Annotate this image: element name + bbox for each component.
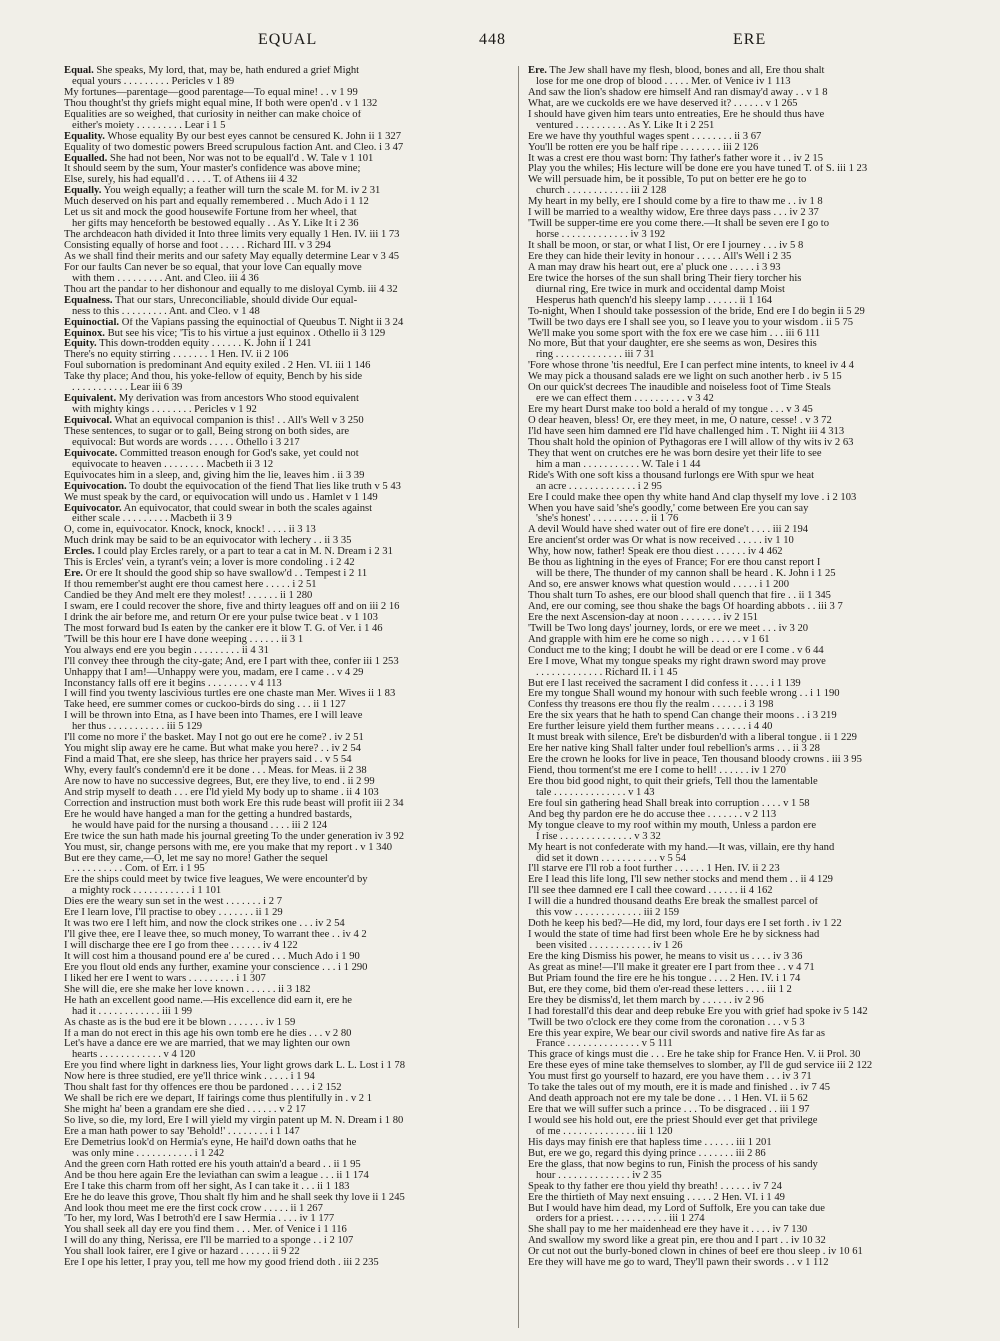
headword: Equivocator.	[64, 503, 122, 514]
concordance-line: 'she's honest' . . . . . . . . . . . ii 1 76	[536, 514, 679, 525]
concordance-line: Are now to have no successive degrees, But, ere they live, to end . ii 2 99	[64, 776, 375, 787]
concordance-line: hearts . . . . . . . . . . . . v 4 120	[72, 1050, 196, 1061]
concordance-line: I will be married to a wealthy widow, Ere three days pass . . . iv 2 37	[528, 208, 819, 219]
concordance-line: him a man . . . . . . . . . . . W. Tale i 1 44	[536, 459, 701, 470]
concordance-line: 'To her, my lord, Was I betroth'd ere I saw Hermia . . . . iv 1 177	[64, 1214, 335, 1225]
concordance-line: he would have paid for the nursing a thousand . . . . iii 2 124	[72, 820, 328, 831]
concordance-line: I'll starve ere I'll rob a foot further . . . . . . 1 Hen. IV. ii 2 23	[528, 864, 780, 875]
concordance-line: Ere this year expire, We bear our civil swords and native fire As far as	[528, 1028, 825, 1039]
concordance-line: Ere. The Jew shall have my flesh, blood, bones and all, Ere thou shalt	[528, 66, 825, 76]
concordance-line: Equality of two domestic powers Breed scrupulous faction Ant. and Cleo. i 3 47	[64, 142, 404, 153]
concordance-line: And so, ere answer knows what question would . . . . . i 1 200	[528, 580, 789, 591]
concordance-line: Thou shalt turn To ashes, ere our blood shall quench that fire . . ii 1 345	[528, 591, 831, 601]
concordance-line: Why, every fault's condemn'd ere it be done . . . Meas. for Meas. ii 2 38	[64, 766, 367, 776]
concordance-line: Thou shalt hold the opinion of Pythagoras ere I will allow of thy wits iv 2 63	[528, 437, 854, 448]
concordance-line: It should seem by the sum, Your master's confidence was above mine;	[64, 164, 361, 175]
headword: Equinox.	[64, 328, 105, 339]
concordance-line: Be thou as lightning in the eyes of France; For ere thou canst report I	[528, 558, 821, 569]
concordance-line: I rise . . . . . . . . . . . . . . v 3 32	[536, 831, 661, 842]
headword: Ere.	[528, 66, 547, 76]
headword: Equivocate.	[64, 448, 118, 459]
concordance-line: this vow . . . . . . . . . . . . . iii 2 159	[536, 908, 680, 919]
concordance-line: Equinoctial. Of the Vapians passing the equinoctial of Queubus T. Night ii 3 24	[64, 317, 404, 328]
headword: Equally.	[64, 186, 102, 197]
concordance-line: There's no equity stirring . . . . . . . 1 Hen. IV. ii 2 106	[64, 350, 289, 361]
concordance-line: I will do any thing, Nerissa, ere I'll be married to a sponge . . i 2 107	[64, 1236, 354, 1247]
concordance-line: Ere her native king Shall falter under foul rebellion's arms . . . ii 3 28	[528, 744, 820, 755]
concordance-line: Take thy place; And thou, his yoke-fellow of equity, Bench by his side	[64, 372, 363, 383]
concordance-line: Unhappy that I am!—Unhappy were you, madam, ere I came . . v 4 29	[64, 667, 364, 678]
headword: Ercles.	[64, 547, 95, 558]
concordance-line: And, ere our coming, see thou shake the bags Of hoarding abbots . . iii 3 7	[528, 601, 843, 612]
concordance-line: her gifts may henceforth be bestowed equally . . As Y. Like It i 2 36	[72, 219, 359, 230]
concordance-line: Ere they be dismiss'd, let them march by . . . . . . iv 2 96	[528, 995, 764, 1006]
concordance-line: either's moiety . . . . . . . . . Lear i 1 5	[72, 120, 226, 131]
concordance-line: Speak to thy father ere thou yield thy breath! . . . . . . iv 7 24	[528, 1181, 782, 1192]
concordance-line: And the green corn Hath rotted ere his youth attain'd a beard . . ii 1 95	[64, 1159, 361, 1170]
concordance-line: As great as mine!—I'll make it greater ere I part from thee . . v 4 71	[528, 962, 815, 973]
concordance-line: had it . . . . . . . . . . . . iii 1 99	[72, 1006, 193, 1017]
concordance-line: Or cut not out the burly-boned clown in chines of beef ere thou sleep . iv 10 61	[528, 1247, 863, 1258]
concordance-line: A devil Would have shed water out of fire ere done't . . . . iii 2 194	[528, 525, 809, 536]
concordance-line: 'Twill be two o'clock ere they come from the coronation . . . v 5 3	[528, 1017, 805, 1028]
page-number: 448	[479, 31, 506, 48]
concordance-line: So live, so die, my lord, Ere I will yield my virgin patent up M. N. Dream i 1 80	[64, 1116, 404, 1126]
concordance-line: tale . . . . . . . . . . . . . . v 1 43	[536, 787, 655, 798]
concordance-line: Ere ancient'st order was Or what is now received . . . . . iv 1 10	[528, 536, 794, 547]
concordance-line: Ere further leisure yield them further means . . . . . . i 4 40	[528, 722, 773, 733]
concordance-line: I'll give thee, ere I leave thee, so much money, To warrant thee . . iv 4 2	[64, 930, 367, 941]
concordance-line: These sentences, to sugar or to gall, Being strong on both sides, are	[64, 426, 350, 437]
concordance-line: Ere these eyes of mine take themselves to slomber, ay I'll de gud service iii 2 122	[528, 1061, 873, 1072]
concordance-line: I liked her ere I went to wars . . . . . . . . . i 1 307	[64, 973, 266, 984]
concordance-line: Dies ere the weary sun set in the west . . . . . . . i 2 7	[64, 897, 283, 908]
concordance-line: Ere the ships could meet by twice five leagues, We were encounter'd by	[64, 875, 368, 886]
concordance-line: Equivocates him in a sleep, and, giving him the lie, leaves him . ii 3 39	[64, 470, 365, 481]
running-head-right: ERE	[733, 31, 767, 48]
concordance-line: You always end ere you begin . . . . . . . . . ii 4 31	[64, 645, 269, 656]
concordance-line: Ere the thirtieth of May next ensuing . . . . . 2 Hen. VI. i 1 49	[528, 1192, 785, 1203]
headword: Equalled.	[64, 153, 108, 164]
concordance-line: Equivalent. My derivation was from ancestors Who stood equivalent	[64, 394, 359, 405]
concordance-line: Much deserved on his part and equally remembered . . Much Ado i 1 12	[64, 197, 369, 208]
concordance-line: To-night, When I should take possession of the bride, End ere I do begin ii 5 29	[528, 306, 865, 317]
concordance-line: And death approach not ere my tale be done . . . 1 Hen. VI. ii 5 62	[528, 1094, 808, 1105]
concordance-line: He hath an excellent good name.—His excellence did earn it, ere he	[64, 995, 352, 1006]
concordance-line: Ere you find where light in darkness lies, Your light grows dark L. L. Lost i 1 78	[64, 1061, 406, 1072]
concordance-line: I will die a hundred thousand deaths Ere break the smallest parcel of	[528, 897, 819, 908]
concordance-line: But Priam found the fire ere he his tongue . . . . 2 Hen. IV. i 1 74	[528, 973, 801, 984]
concordance-line: Equality. Whose equality By our best eyes cannot be censured K. John ii 1 327	[64, 131, 401, 142]
concordance-line: His days may finish ere that hapless time . . . . . . iii 1 201	[528, 1137, 772, 1148]
right-column	[528, 66, 980, 1328]
concordance-line: 'Twill be two days ere I shall see you, so I leave you to your wisdom . ii 5 75	[528, 317, 854, 328]
concordance-line: She will die, ere she make her love known . . . . . . ii 3 182	[64, 984, 311, 995]
concordance-line: 'Twill be Two long days' journey, lords, or ere we meet . . . iv 3 20	[528, 623, 809, 634]
concordance-line: And look thou meet me ere the first cock crow . . . . . ii 1 267	[64, 1203, 323, 1214]
concordance-line: You'll be rotten ere you be half ripe . . . . . . . . iii 2 126	[528, 142, 759, 153]
concordance-line: They that went on crutches ere he was born desire yet their life to see	[528, 448, 822, 459]
concordance-line: I will be thrown into Etna, as I have been into Thames, ere I will leave	[64, 711, 363, 722]
concordance-line: Thou art the pandar to her dishonour and equally to me disloyal Cymb. iii 4 32	[64, 284, 398, 295]
concordance-line: Ere he would have hanged a man for the getting a hundred bastards,	[64, 809, 352, 820]
concordance-line: We must speak by the card, or equivocation will undo us . Hamlet v 1 149	[64, 492, 378, 503]
concordance-line: But ere they came,—O, let me say no more! Gather the sequel	[64, 853, 328, 864]
concordance-line: Ercles. I could play Ercles rarely, or a part to tear a cat in M. N. Dream i 2 31	[64, 547, 393, 558]
concordance-line: equivocate to heaven . . . . . . . . Macbeth ii 3 12	[72, 459, 274, 470]
concordance-line: But, ere we go, regard this dying prince . . . . . . . iii 2 86	[528, 1148, 766, 1159]
concordance-line: Ere I lead this life long, I'll sew nether stocks and mend them . . ii 4 129	[528, 875, 833, 886]
concordance-line: Thou shalt fast for thy offences ere thou be pardoned . . . . i 2 152	[64, 1083, 342, 1094]
concordance-line: with mighty kings . . . . . . . . Pericles v 1 92	[72, 405, 257, 416]
concordance-line: As chaste as is the bud ere it be blown . . . . . . . iv 1 59	[64, 1017, 296, 1028]
concordance-line: It was two ere I left him, and now the clock strikes one . . . iv 2 54	[64, 919, 345, 930]
concordance-line: was only mine . . . . . . . . . . . i 1 242	[72, 1148, 225, 1159]
concordance-line: If thou remember'st aught ere thou camest here . . . . . i 2 51	[64, 580, 317, 591]
concordance-line: . . . . . . . . . . Com. of Err. i 1 95	[72, 864, 205, 875]
headword: Equalness.	[64, 295, 113, 306]
headword: Equality.	[64, 131, 105, 142]
concordance-line: diurnal ring, Ere twice in murk and occidental damp Moist	[536, 284, 785, 295]
concordance-line: 'Twill be this hour ere I have done weeping . . . . . . ii 3 1	[64, 634, 304, 645]
concordance-line: My fortunes—parentage—good parentage—To equal mine! . . v 1 99	[64, 87, 358, 98]
concordance-line: I'll come no more i' the basket. May I not go out ere he come? . iv 2 51	[64, 733, 364, 744]
left-column	[64, 66, 516, 1328]
concordance-line: Equivocal. What an equivocal companion is this! . . All's Well v 3 250	[64, 416, 364, 426]
concordance-line: Why, how now, father! Speak ere thou diest . . . . . . iv 4 462	[528, 547, 783, 558]
concordance-line: I would see his hold out, ere the priest Should ever get that privilege	[528, 1116, 818, 1126]
concordance-line: Ere twice the horses of the sun shall bring Their fiery torcher his	[528, 273, 802, 284]
concordance-line: Much drink may be said to be an equivocator with lechery . . ii 3 35	[64, 536, 352, 547]
concordance-line: You must first go yourself to hazard, ere you have them . . . iv 3 71	[528, 1072, 812, 1083]
concordance-line: It must break with silence, Ere't be disburden'd with a liberal tongue . ii 1 229	[528, 733, 857, 744]
headword: Equity.	[64, 339, 97, 350]
concordance-line: Ere the six years that he hath to spend Can change their moons . . i 3 219	[528, 711, 837, 722]
headword: Equal.	[64, 66, 94, 76]
concordance-line: My tongue cleave to my roof within my mouth, Unless a pardon ere	[528, 820, 817, 831]
concordance-line: Ride's With one soft kiss a thousand furlongs ere With spur we heat	[528, 470, 815, 481]
concordance-line: We'll make you some sport with the fox ere we case him . . . iii 6 111	[528, 328, 821, 339]
concordance-line: hour . . . . . . . . . . . . . . iv 2 35	[536, 1170, 662, 1181]
concordance-line: Ere a man hath power to say 'Behold!' . . . . . . . . i 1 147	[64, 1126, 300, 1137]
concordance-line: You must, sir, change persons with me, ere you make that my report . v 1 340	[64, 842, 393, 853]
concordance-line: If a man do not erect in this age his own tomb ere he dies . . . v 2 80	[64, 1028, 352, 1039]
concordance-line: On our quick'st decrees The inaudible and noiseless foot of Time Steals	[528, 383, 831, 394]
concordance-line: Equivocate. Committed treason enough for God's sake, yet could not	[64, 448, 359, 459]
concordance-line: We may pick a thousand salads ere we light on such another herb . iv 5 15	[528, 372, 842, 383]
concordance-line: did set it down . . . . . . . . . . . v 5 54	[536, 853, 687, 864]
concordance-line: When you have said 'she's goodly,' come between Ere you can say	[528, 503, 809, 514]
concordance-line: She shall pay to me her maidenhead ere they have it . . . . iv 7 130	[528, 1225, 808, 1236]
concordance-line: Ere they can hide their levity in honour . . . . . All's Well i 2 35	[528, 251, 792, 262]
concordance-line: My heart in my belly, ere I should come by a fire to thaw me . . iv 1 8	[528, 197, 823, 208]
concordance-line: What, are we cuckolds ere we have deserved it? . . . . . . v 1 265	[528, 98, 798, 109]
concordance-line: I had forestall'd this dear and deep rebuke Ere you with grief had spoke iv 5 142	[528, 1006, 868, 1017]
concordance-line: And saw the lion's shadow ere himself And ran dismay'd away . . v 1 8	[528, 87, 828, 98]
concordance-line: Equivocator. An equivocator, that could swear in both the scales against	[64, 503, 373, 514]
concordance-line: No more, But that your daughter, ere she seems as won, Desires this	[528, 339, 817, 350]
concordance-line: Equivocation. To doubt the equivocation of the fiend That lies like truth v 5 43	[64, 481, 401, 492]
concordance-line: will be there, The thunder of my cannon shall be heard . K. John i 1 25	[536, 569, 836, 580]
concordance-line: Confess thy treasons ere thou fly the realm . . . . . . i 3 198	[528, 700, 774, 711]
concordance-line: ventured . . . . . . . . . . As Y. Like It i 2 251	[536, 120, 715, 131]
concordance-line: Ere I ope his letter, I pray you, tell me how my good friend doth . iii 2 235	[64, 1258, 379, 1269]
concordance-line: Ere I take this charm from off her sight, As I can take it . . . ii 1 183	[64, 1181, 350, 1192]
concordance-line: We shall be rich ere we depart, If fairings come thus plentifully in . v 2 1	[64, 1094, 373, 1105]
concordance-line: And be thou here again Ere the leviathan can swim a league . . . ii 1 174	[64, 1170, 369, 1181]
concordance-line: Equinox. But see his vice; 'Tis to his virtue a just equinox . Othello ii 3 129	[64, 328, 386, 339]
concordance-line: Ere the king Dismiss his power, he means to visit us . . . . iv 3 36	[528, 951, 803, 962]
concordance-line: Equity. This down-trodden equity . . . . . . K. John ii 1 241	[64, 339, 312, 350]
concordance-line: a mighty rock . . . . . . . . . . . i 1 101	[72, 886, 222, 897]
concordance-line: . . . . . . . . . . . Lear iii 6 39	[72, 383, 183, 394]
concordance-line: ere we can effect them . . . . . . . . . . v 3 42	[536, 394, 714, 405]
concordance-line: her thus . . . . . . . . . . . iii 5 129	[72, 722, 203, 733]
concordance-line: My heart is not confederate with my hand.—It was, villain, ere thy hand	[528, 842, 835, 853]
concordance-line: France . . . . . . . . . . . . . . v 5 111	[536, 1039, 673, 1050]
concordance-line: . . . . . . . . . . . . . Richard II. i 1 45	[536, 667, 678, 678]
concordance-line: She might ha' been a grandam ere she died . . . . . . v 2 17	[64, 1105, 306, 1116]
headword: Equivocal.	[64, 416, 112, 426]
concordance-line: Ere foul sin gathering head Shall break into corruption . . . . v 1 58	[528, 798, 810, 809]
concordance-line: I should have given him tears unto entreaties, Ere he should thus have	[528, 109, 825, 120]
concordance-line: Ere twice the sun hath made his journal greeting To the under generation iv 3 92	[64, 831, 405, 842]
concordance-line: I drink the air before me, and return Or ere your pulse twice beat . v 1 103	[64, 612, 378, 623]
concordance-line: Find a maid That, ere she sleep, has thrice her prayers said . . v 5 54	[64, 755, 352, 766]
concordance-line: either scale . . . . . . . . . Macbeth ii 3 9	[72, 514, 232, 525]
concordance-line: And swallow my sword like a great pin, ere thou and I part . . iv 10 32	[528, 1236, 826, 1247]
concordance-line: Ere the next Ascension-day at noon . . . . . . . . iv 2 151	[528, 612, 759, 623]
concordance-line: Equalled. She had not been, Nor was not to be equall'd . W. Tale v 1 101	[64, 153, 374, 164]
concordance-line: It will cost him a thousand pound ere a' be cured . . . Much Ado i 1 90	[64, 951, 360, 962]
concordance-line: We will persuade him, be it possible, To put on better ere he go to	[528, 175, 807, 186]
concordance-line: A man may draw his heart out, ere a' pluck one . . . . . i 3 93	[528, 262, 781, 273]
column-rule	[518, 66, 519, 1328]
concordance-line: O dear heaven, bless! Or, ere they meet, in me, O nature, cesse! . v 3 72	[528, 416, 832, 426]
concordance-line: The most forward bud Is eaten by the canker ere it blow T. G. of Ver. i 1 46	[64, 623, 383, 634]
running-head-left: EQUAL	[258, 31, 318, 48]
headword: Equivalent.	[64, 394, 117, 405]
concordance-line: I swam, ere I could recover the shore, five and thirty leagues off and on iii 2 16	[64, 601, 400, 612]
headword: Ere.	[64, 569, 83, 580]
concordance-line: horse . . . . . . . . . . . . . iv 3 192	[536, 230, 666, 241]
concordance-line: The archdeacon hath divided it Into three limits very equally 1 Hen. IV. iii 1 73	[64, 230, 400, 241]
concordance-line: Hesperus hath quench'd his sleepy lamp . . . . . . ii 1 164	[536, 295, 773, 306]
concordance-line: Equalities are so weighed, that curiosity in neither can make choice of	[64, 109, 362, 120]
concordance-line: And grapple with him ere he come so nigh . . . . . . v 1 61	[528, 634, 770, 645]
concordance-line: Doth he keep his bed?—He did, my lord, four days ere I set forth . iv 1 22	[528, 919, 842, 930]
concordance-line: Ere the glass, that now begins to run, Finish the process of his sandy	[528, 1159, 818, 1170]
concordance-line: Play you the whiles; His lecture will be done ere you have tuned T. of S. iii 1 23	[528, 164, 868, 175]
concordance-line: Ere I could make thee open thy white hand And clap thyself my love . i 2 103	[528, 492, 857, 503]
concordance-line: I'll convey thee through the city-gate; And, ere I part with thee, confer iii 1 253	[64, 656, 399, 667]
concordance-line: Else, surely, his had equall'd . . . . . T. of Athens iii 4 32	[64, 175, 298, 186]
concordance-line: Let's have a dance ere we are married, that we may lighten our own	[64, 1039, 351, 1050]
concordance-line: Let us sit and mock the good housewife Fortune from her wheel, that	[64, 208, 357, 219]
concordance-line: Equalness. That our stars, Unreconciliable, should divide Our equal-	[64, 295, 358, 306]
concordance-line: been visited . . . . . . . . . . . . iv 1 26	[536, 941, 683, 951]
concordance-line: But, ere they come, bid them o'er-read these letters . . . . iii 1 2	[528, 984, 792, 995]
concordance-line: an acre . . . . . . . . . . . . . i 2 95	[536, 481, 662, 492]
concordance-line: Ere thou bid good night, to quit their griefs, Tell thou the lamentable	[528, 776, 818, 787]
concordance-line: Conduct me to the king; I doubt he will be dead or ere I come . v 6 44	[528, 645, 824, 656]
concordance-line: Ere I learn love, I'll practise to obey . . . . . . . ii 1 29	[64, 908, 283, 919]
concordance-line: Ere you flout old ends any further, examine your conscience . . . i 1 290	[64, 962, 368, 973]
concordance-line: Candied be they And melt ere they molest! . . . . . . ii 1 280	[64, 591, 313, 601]
concordance-line: Inconstancy falls off ere it begins . . . . . . . . v 4 113	[64, 678, 282, 689]
concordance-line: Thou thought'st thy griefs might equal mine, If both were open'd . v 1 132	[64, 98, 378, 109]
concordance-line: Fiend, thou torment'st me ere I come to hell! . . . . . . iv 1 270	[528, 766, 786, 776]
concordance-line: lose for me one drop of blood . . . . . Mer. of Venice iv 1 113	[536, 76, 791, 87]
concordance-line: But I would have him dead, my Lord of Suffolk, Ere you can take due	[528, 1203, 825, 1214]
concordance-line: Correction and instruction must both work Ere this rude beast will profit iii 2 34	[64, 798, 404, 809]
concordance-line: You might slip away ere he came. But what make you here? . . iv 2 54	[64, 744, 361, 755]
concordance-line: You shall seek all day ere you find them . . . Mer. of Venice i 1 116	[64, 1225, 347, 1236]
concordance-line: Consisting equally of horse and foot . . . . . Richard III. v 3 294	[64, 241, 331, 251]
concordance-line: It shall be moon, or star, or what I list, Or ere I journey . . . iv 5 8	[528, 241, 804, 251]
concordance-line: Equally. You weigh equally; a feather will turn the scale M. for M. iv 2 31	[64, 186, 381, 197]
concordance-line: Ere we have thy youthful wages spent . . . . . . . . ii 3 67	[528, 131, 762, 142]
concordance-line: As we shall find their merits and our safety May equally determine Lear v 3 45	[64, 251, 400, 262]
concordance-line: Equal. She speaks, My lord, that, may be, hath endured a grief Might	[64, 66, 360, 76]
concordance-line: Ere the crown he looks for live in peace, Ten thousand bloody crowns . iii 3 95	[528, 755, 862, 766]
concordance-line: Take heed, ere summer comes or cuckoo-birds do sing . . . ii 1 127	[64, 700, 346, 711]
concordance-line: And strip myself to death . . . ere I'ld yield My body up to shame . ii 4 103	[64, 787, 379, 798]
concordance-line: equivocal: But words are words . . . . . Othello i 3 217	[72, 437, 300, 448]
concordance-line: ring . . . . . . . . . . . . . iii 7 31	[536, 350, 655, 361]
concordance-line: But ere I last received the sacrament I did confess it . . . . i 1 139	[528, 678, 801, 689]
concordance-line: I'll see thee damned ere I call thee coward . . . . . . ii 4 162	[528, 886, 773, 897]
concordance-line: I will discharge thee ere I go from thee . . . . . . iv 4 122	[64, 941, 298, 951]
concordance-line: For our faults Can never be so equal, that your love Can equally move	[64, 262, 362, 273]
concordance-line: And beg thy pardon ere he do accuse thee . . . . . . . v 2 113	[528, 809, 777, 820]
concordance-line: You shall look fairer, ere I give or hazard . . . . . . ii 9 22	[64, 1247, 300, 1258]
concordance-line: To take the tales out of my mouth, ere it is made and finished . . iv 7 45	[528, 1083, 830, 1094]
concordance-line: Foul subornation is predominant And equity exiled . 2 Hen. VI. iii 1 146	[64, 361, 371, 372]
concordance-line: I would the state of time had first been whole Ere he by sickness had	[528, 930, 820, 941]
concordance-line: orders for a priest. . . . . . . . . . . iii 1 274	[536, 1214, 705, 1225]
concordance-line: Ere I move, What my tongue speaks my right drawn sword may prove	[528, 656, 826, 667]
concordance-line: Ere they will have me go to ward, They'll pawn their swords . . v 1 112	[528, 1258, 829, 1269]
concordance-line: Ere that we will suffer such a prince . . . To be disgraced . . iii 1 97	[528, 1105, 810, 1116]
concordance-line: This grace of kings must die . . . Ere he take ship for France Hen. V. ii Prol. 30	[528, 1050, 861, 1061]
concordance-line: ness to this . . . . . . . . . Ant. and Cleo. v 1 48	[72, 306, 260, 317]
concordance-line: of me . . . . . . . . . . . . . . iii 1 120	[536, 1126, 673, 1137]
concordance-line: O, come in, equivocator. Knock, knock, knock! . . . . ii 3 13	[64, 525, 316, 536]
headword: Equivocation.	[64, 481, 127, 492]
concordance-line: It was a crest ere thou wast born: Thy father's father wore it . . iv 2 15	[528, 153, 824, 164]
concordance-line: I'ld have seen him damned ere I'ld have challenged him . T. Night iii 4 313	[528, 426, 845, 437]
concordance-line: church . . . . . . . . . . . . iii 2 128	[536, 186, 667, 197]
concordance-line: equal yours . . . . . . . . . Pericles v 1 89	[72, 76, 235, 87]
concordance-line: Ere my heart Durst make too bold a herald of my tongue . . . v 3 45	[528, 405, 813, 416]
concordance-line: Ere my tongue Shall wound my honour with such feeble wrong . . i 1 190	[528, 689, 840, 700]
concordance-line: 'Twill be supper-time ere you come there.—It shall be seven ere I go to	[528, 219, 830, 230]
concordance-line: with them . . . . . . . . . Ant. and Cleo. iii 4 36	[72, 273, 259, 284]
concordance-line: Now here is three studied, ere ye'll thrice wink . . . . . i 1 94	[64, 1072, 315, 1083]
headword: Equinoctial.	[64, 317, 120, 328]
concordance-line: Ere Demetrius look'd on Hermia's eyne, He hail'd down oaths that he	[64, 1137, 357, 1148]
concordance-line: I will find you twenty lascivious turtles ere one chaste man Mer. Wives ii 1 83	[64, 689, 396, 700]
concordance-line: Ere. Or ere It should the good ship so have swallow'd . . Tempest i 2 11	[64, 569, 368, 580]
concordance-line: Ere he do leave this grove, Thou shalt fly him and he shall seek thy love ii 1 245	[64, 1192, 405, 1203]
concordance-line: This is Ercles' vein, a tyrant's vein; a lover is more condoling . i 2 42	[64, 558, 355, 569]
concordance-line: 'Fore whose throne 'tis needful, Ere I can perfect mine intents, to kneel iv 4 4	[528, 361, 854, 372]
